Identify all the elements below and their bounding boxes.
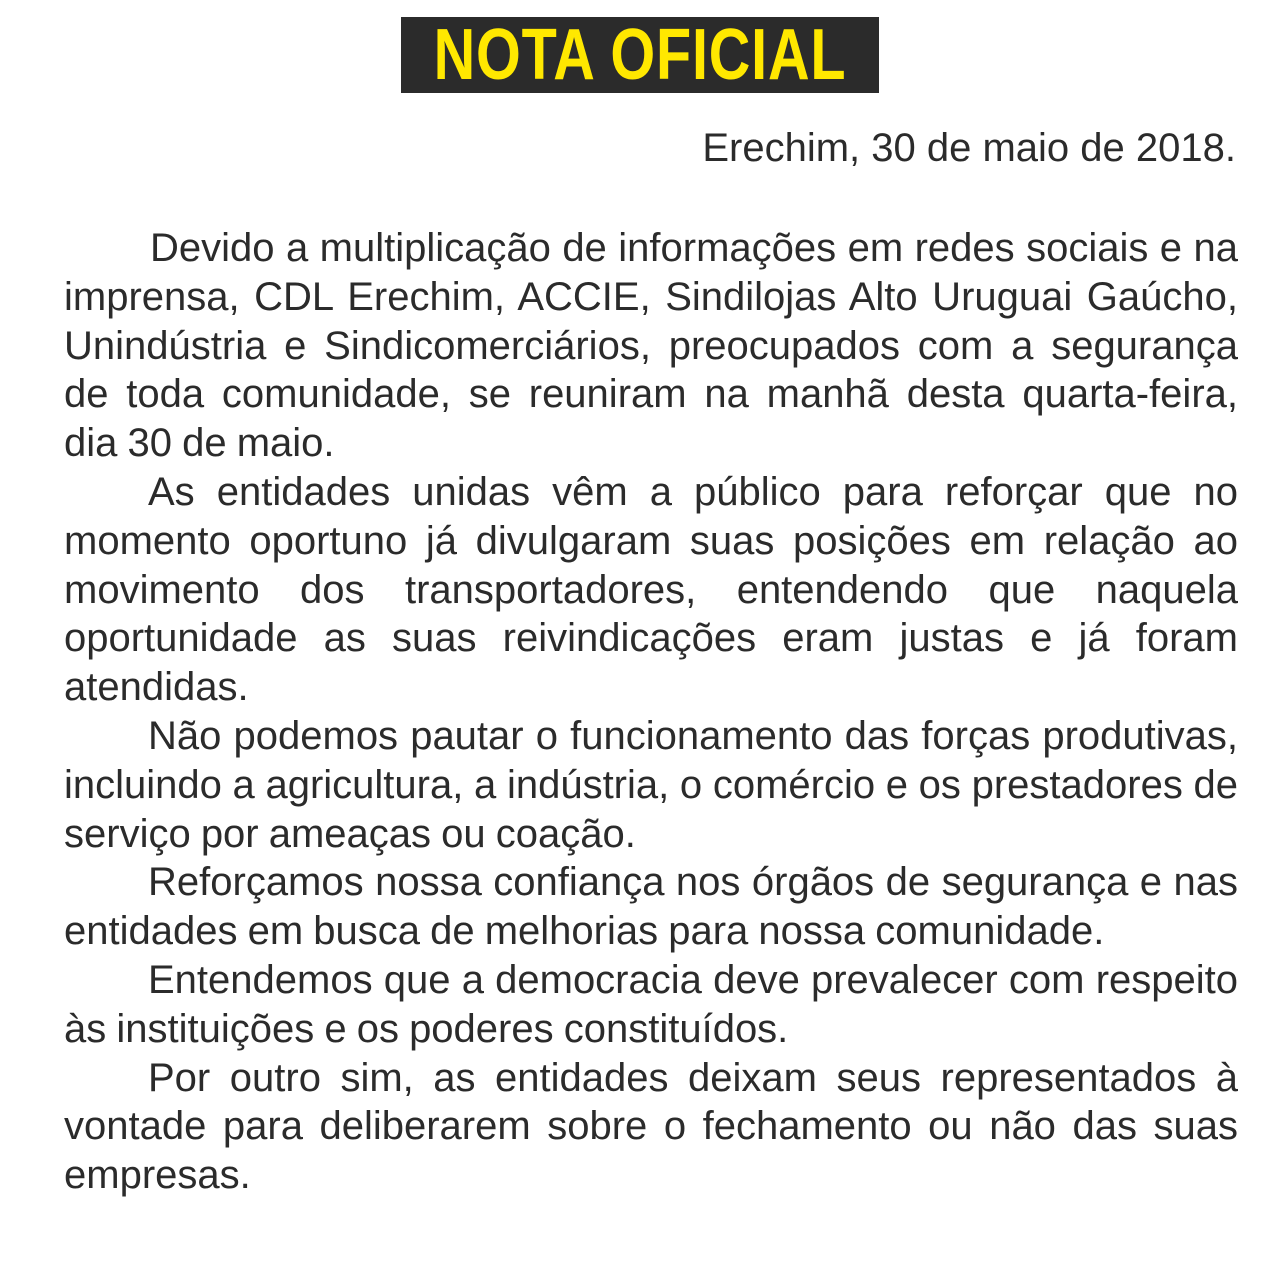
paragraph-5: Entendemos que a democracia deve prevalecer com respeito às instituições e os poderes constituídos. — [64, 957, 1238, 1051]
paragraph-4: Reforçamos nossa confiança nos órgãos de segurança e nas entidades em busca de melhorias para nossa comunidade. — [64, 860, 1238, 954]
paragraph-6: Por outro sim, as entidades deixam seus representados à vontade para deliberarem sobre o fechamento ou não das suas empresas. — [64, 1055, 1238, 1198]
title-banner — [401, 17, 879, 93]
date-line: Erechim, 30 de maio de 2018. — [702, 126, 1236, 170]
paragraph-2: As entidades unidas vêm a público para reforçar que no momento oportuno já divulgaram suas posições em relação ao movimento dos transportadores, entendendo que naquela oportunidade as suas reivindicações eram justas e já foram atendidas. — [64, 469, 1238, 710]
document-body — [64, 224, 1238, 1200]
paragraph-1: Devido a multiplicação de informações em redes sociais e na imprensa, CDL Erechim, ACCIE, Sindilojas Alto Uruguai Gaúcho, Unindústria e Sindicomerciários, preocupados com a segurança de toda comunidade, se reuniram na manhã desta quarta-feira, dia 30 de maio. — [64, 226, 1238, 466]
page-title: NOTA OFICIAL — [433, 15, 847, 95]
paragraph-3: Não podemos pautar o funcionamento das forças produtivas, incluindo a agricultura, a indústria, o comércio e os prestadores de serviço por ameaças ou coação. — [64, 713, 1238, 856]
